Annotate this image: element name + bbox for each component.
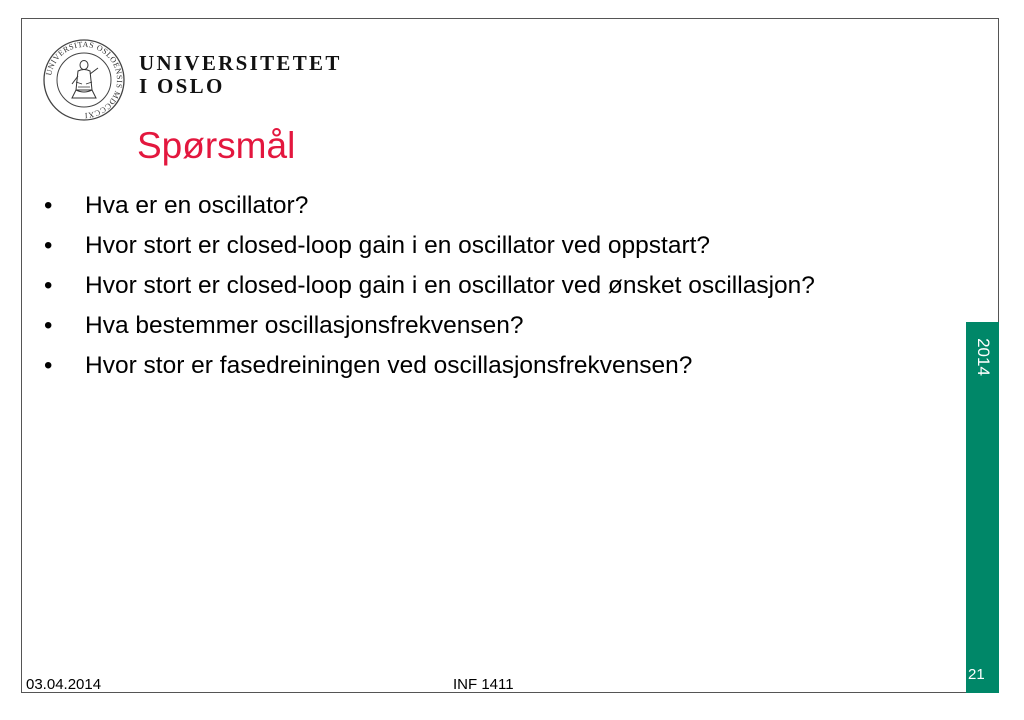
page-number: 21 [968, 666, 985, 683]
bullet-item [40, 310, 920, 342]
bullet-marker: • [44, 192, 53, 219]
institution-name [139, 52, 342, 98]
svg-text:UNIVERSITAS OSLOENSIS MDCCCXI: UNIVERSITAS OSLOENSIS MDCCCXI [44, 39, 125, 121]
bullet-marker: • [44, 312, 53, 339]
footer-date: 03.04.2014 [26, 676, 102, 693]
bullet-list [40, 190, 920, 390]
bullet-marker: • [44, 272, 53, 299]
year-label [966, 322, 999, 392]
year-text: 2014 [973, 338, 993, 376]
slide-title: Spørsmål [137, 125, 296, 166]
institution-line-1: UNIVERSITETET [139, 51, 342, 75]
bullet-marker: • [44, 352, 53, 379]
university-seal-logo [42, 38, 126, 122]
bullet-text: Hva bestemmer oscillasjonsfrekvensen? [85, 312, 524, 339]
bullet-text: Hvor stort er closed-loop gain i en oscillator ved ønsket oscillasjon? [85, 272, 815, 299]
bullet-item [40, 230, 920, 262]
bullet-marker: • [44, 232, 53, 259]
institution-line-2: I OSLO [139, 74, 225, 98]
bullet-text: Hva er en oscillator? [85, 192, 309, 219]
bullet-item [40, 270, 920, 302]
bullet-item [40, 190, 920, 222]
bullet-text: Hvor stort er closed-loop gain i en oscillator ved oppstart? [85, 232, 711, 259]
bullet-item [40, 350, 920, 382]
bullet-text: Hvor stor er fasedreiningen ved oscillasjonsfrekvensen? [85, 352, 693, 379]
footer-course: INF 1411 [453, 676, 514, 693]
